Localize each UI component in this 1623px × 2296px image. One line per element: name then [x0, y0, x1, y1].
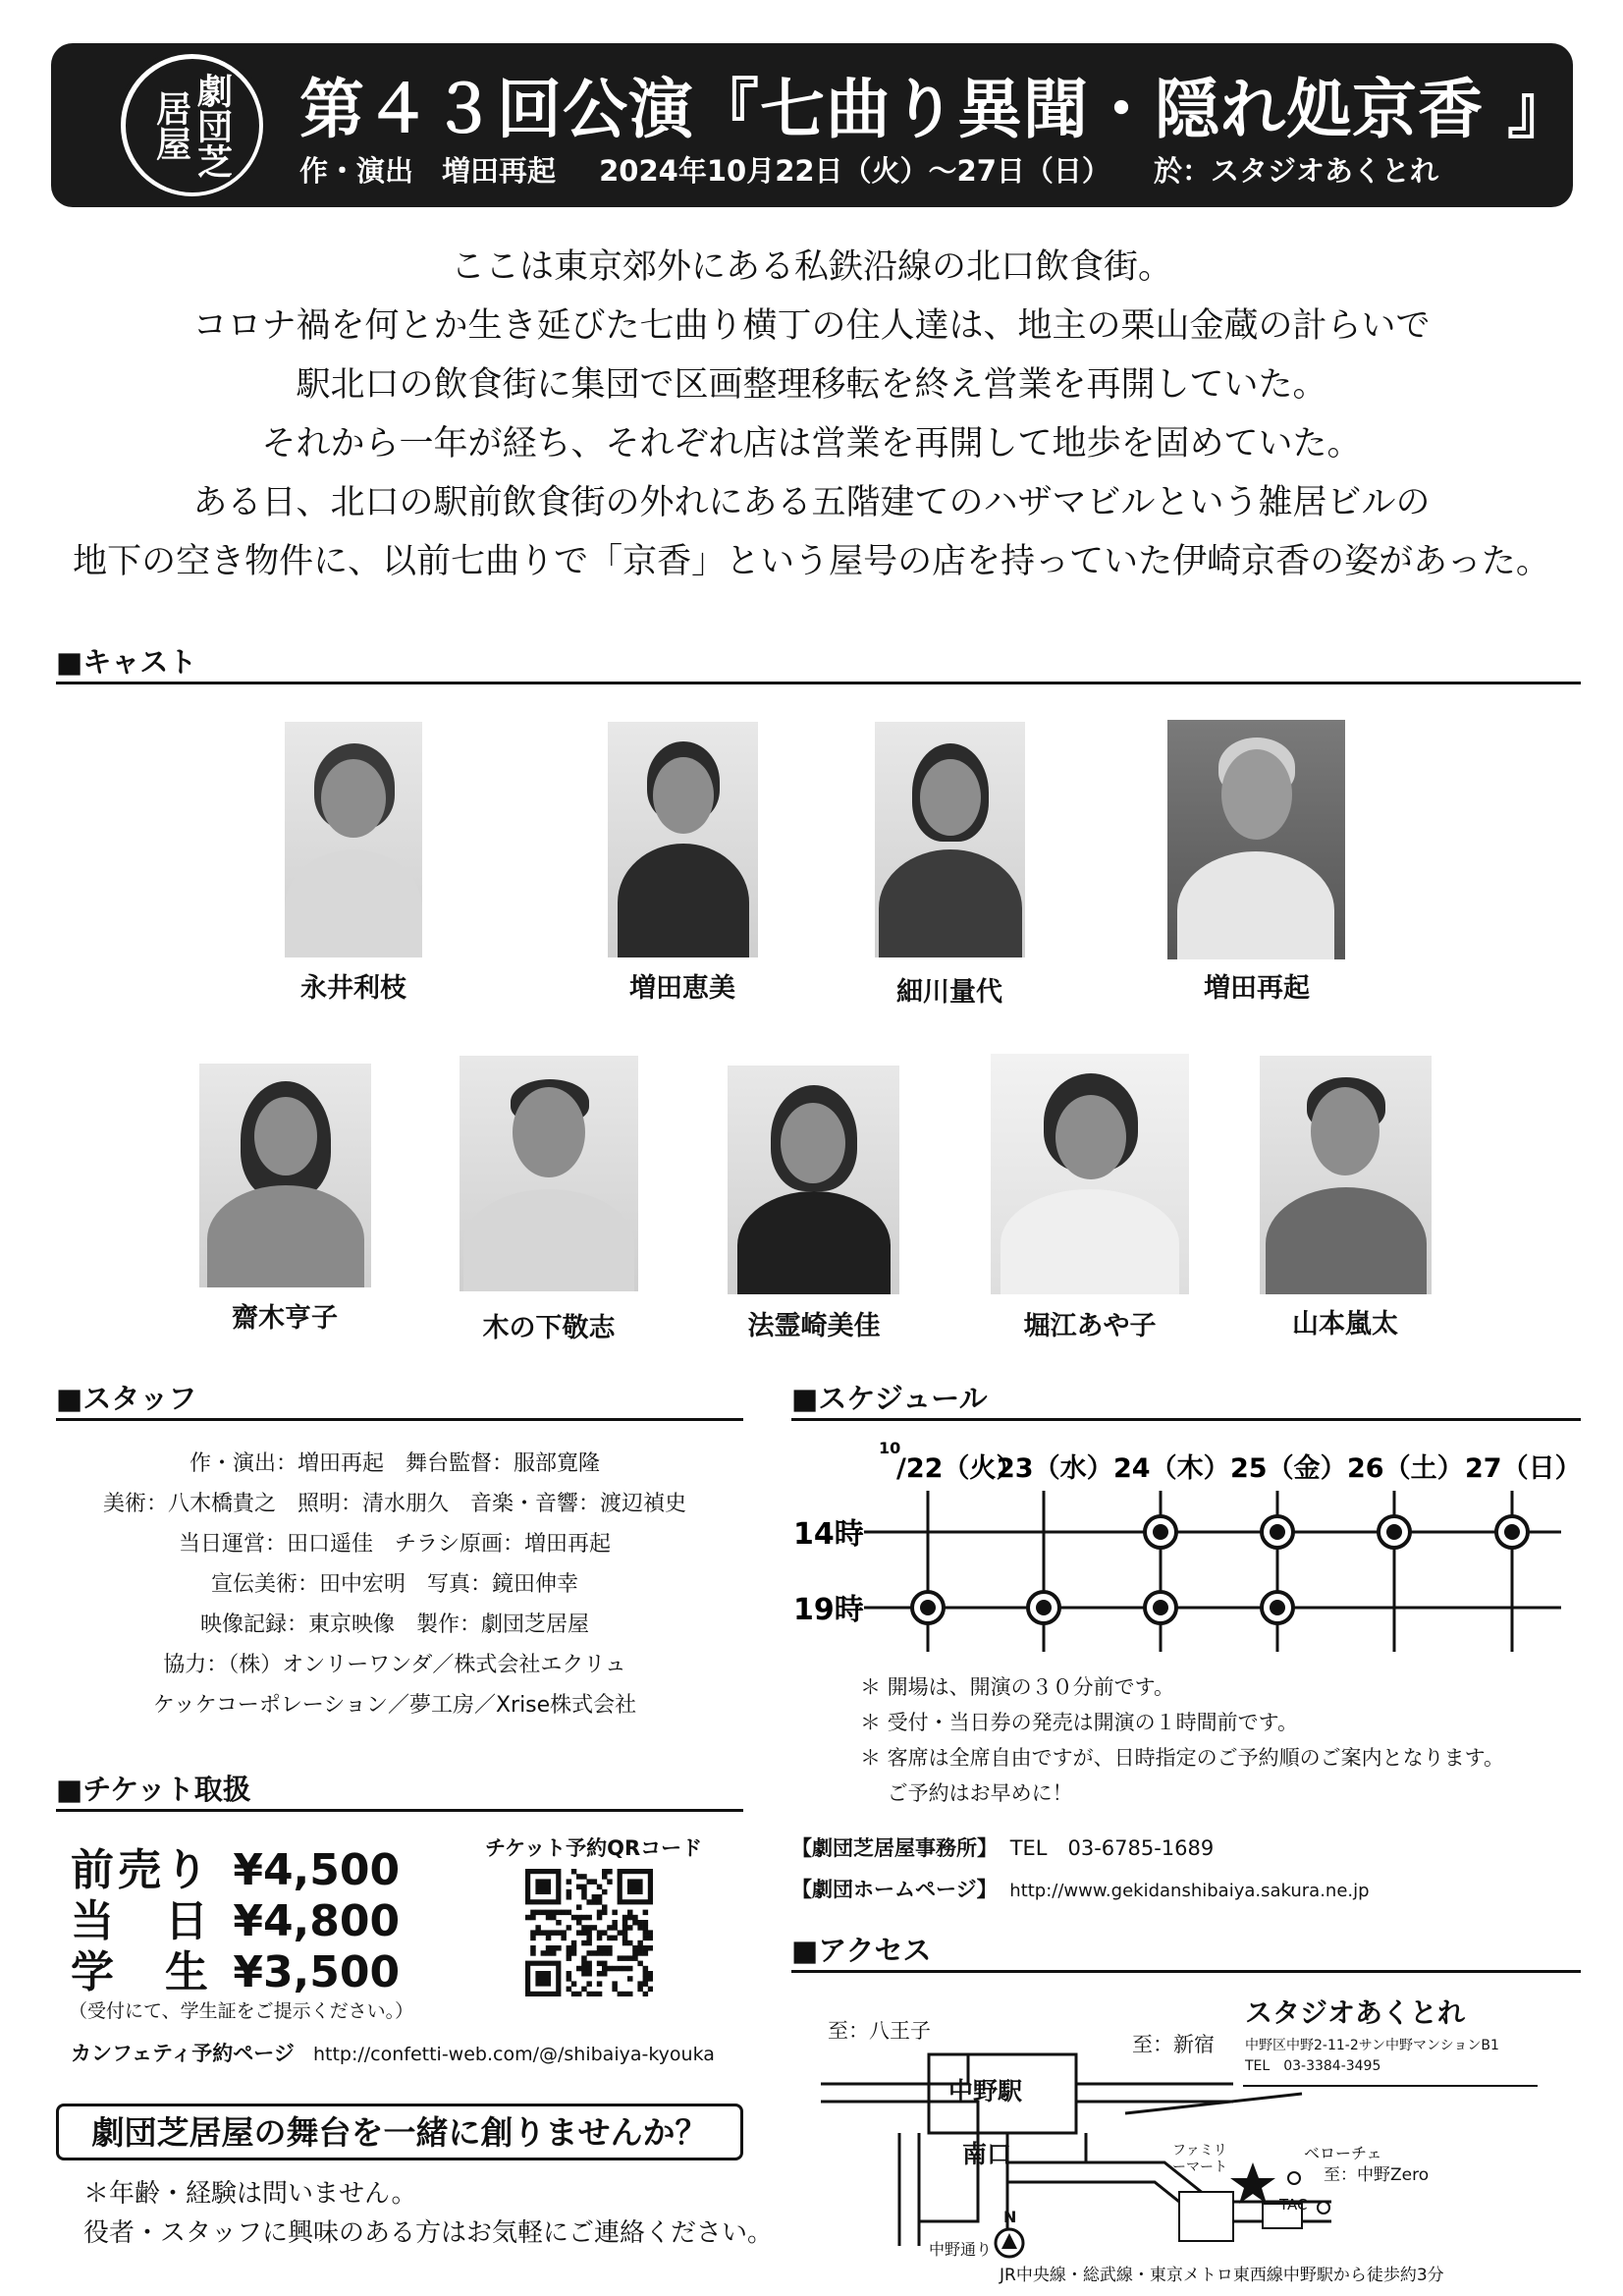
ticket-qr-code[interactable]	[525, 1869, 653, 1996]
logo-text: 劇団芝居屋	[126, 59, 259, 192]
map-label-shinjuku: 至：新宿	[1132, 2033, 1215, 2056]
map-label-familymart: ファミリーマート	[1172, 2143, 1227, 2175]
map-label-station: 中野駅	[948, 2077, 1023, 2105]
price-student	[71, 1937, 400, 1999]
cast-name: 木の下敬志	[482, 1313, 616, 1343]
price-label: 当 日	[71, 1896, 212, 1946]
schedule-note: ＊ 開場は、開演の３０分前です。	[860, 1675, 1174, 1699]
access-rule	[791, 1970, 1581, 1973]
synopsis-line: ここは東京郊外にある私鉄沿線の北口飲食街。	[450, 247, 1172, 287]
schedule-time-label: 19時	[793, 1593, 864, 1627]
cast-name: 齋木亨子	[232, 1303, 338, 1334]
staff-line: ケッケコーポレーション／夢工房／Xrise株式会社	[152, 1693, 637, 1718]
performance-title: 第４３回公演『七曲り異聞・隠れ処京香 』	[299, 72, 1573, 147]
schedule-day-label: 26（土）	[1347, 1453, 1464, 1484]
staff-line: 当日運営：田口遥佳 チラシ原画：増田再起	[178, 1532, 611, 1557]
cast-photo	[285, 722, 422, 957]
schedule-day-label: 25（金）	[1230, 1453, 1347, 1484]
map-label-tac: TAC	[1279, 2196, 1308, 2214]
schedule-day-label: 24（木）	[1113, 1453, 1230, 1484]
cast-photo	[1167, 720, 1345, 959]
map-label-belocche: ベローチェ	[1304, 2144, 1382, 2162]
synopsis-line: ある日、北口の駅前飲食街の外れにある五階建てのハザマビルという雑居ビルの	[192, 483, 1431, 522]
access-directions: JR中央線・総武線・東京メトロ東西線中野駅から徒歩約3分	[1000, 2266, 1444, 2285]
performance-mark-dot	[1153, 1524, 1168, 1540]
performance-subtitle	[299, 149, 1472, 190]
synopsis-line: コロナ禍を何とか生き延びた七曲り横丁の住人達は、地主の栗山金蔵の計らいで	[192, 306, 1431, 346]
cast-name: 堀江あや子	[1023, 1311, 1157, 1341]
qr-label: チケット予約QRコード	[485, 1836, 703, 1860]
venue: 於：スタジオあくとれ	[1154, 154, 1439, 188]
cast-photo	[875, 722, 1025, 957]
staff-rule	[56, 1418, 743, 1421]
cast-name: 山本嵐太	[1292, 1309, 1398, 1339]
ticket-rule	[56, 1809, 743, 1812]
synopsis-line: 駅北口の飲食街に集団で区画整理移転を終え営業を再開していた。	[296, 365, 1327, 405]
confetti-row	[71, 2038, 715, 2067]
staff-line: 協力：（株）オンリーワンダ／株式会社エクリュ	[163, 1653, 626, 1677]
cast-photo	[1260, 1056, 1432, 1294]
schedule-rule	[791, 1418, 1581, 1421]
confetti-link[interactable]: http://confetti-web.com/@/shibaiya-kyouka	[312, 2044, 715, 2065]
confetti-label: カンフェティ予約ページ	[71, 2042, 295, 2065]
synopsis	[0, 238, 1623, 591]
map-label-nakano-dori: 中野通り	[929, 2240, 993, 2259]
price-value: ¥4,800	[233, 1896, 401, 1946]
schedule-note: ご予約はお早めに！	[860, 1781, 1073, 1805]
cast-photo	[199, 1064, 371, 1287]
performance-mark-dot	[1386, 1524, 1402, 1540]
performance-mark-dot	[1270, 1524, 1285, 1540]
venue-tel: TEL 03-3384-3495	[1245, 2058, 1381, 2074]
schedule-day-label: /22（火）	[896, 1453, 1023, 1484]
cast-name: 細川量代	[896, 977, 1002, 1008]
schedule-month: 10	[879, 1439, 901, 1457]
homepage-link[interactable]: http://www.gekidanshibaiya.sakura.ne.jp	[1009, 1881, 1370, 1901]
schedule-time-label: 14時	[793, 1517, 864, 1552]
schedule-grid	[776, 1434, 1591, 1660]
schedule-note: ＊ 客席は全席自由ですが、日時指定のご予約順のご案内となります。	[860, 1746, 1504, 1770]
price-label: 学 生	[71, 1947, 212, 1997]
cast-name: 増田恵美	[629, 973, 735, 1004]
cast-photo	[608, 722, 758, 957]
cast-heading: ■キャスト	[56, 645, 197, 679]
office-tel: TEL 03-6785-1689	[1009, 1836, 1215, 1860]
office-contact	[791, 1832, 1214, 1862]
performance-mark-dot	[1153, 1600, 1168, 1615]
price-label: 前売り	[71, 1845, 212, 1895]
venue-name: スタジオあくとれ	[1245, 1996, 1466, 2029]
map-label-south-exit: 南口	[962, 2140, 1012, 2168]
map-label-nakano-zero: 至：中野Zero	[1324, 2165, 1430, 2185]
ticket-heading: ■チケット取扱	[56, 1773, 251, 1806]
cast-name: 法霊崎美佳	[747, 1311, 881, 1341]
cast-name: 増田再起	[1204, 973, 1310, 1004]
recruit-line: 役者・スタッフに興味のある方はお気軽にご連絡ください。	[83, 2218, 774, 2248]
performance-mark-dot	[1270, 1600, 1285, 1615]
cast-photo	[460, 1056, 638, 1291]
staff-line: 美術：八木橋貴之 照明：清水朋久 音楽・音響：渡辺禎史	[102, 1492, 686, 1516]
homepage-label: 【劇団ホームページ】	[791, 1878, 998, 1901]
recruit-title: 劇団芝居屋の舞台を一緒に創りませんか？	[91, 2113, 708, 2152]
recruit-text	[83, 2174, 773, 2253]
staff-line: 映像記録：東京映像 製作：劇団芝居屋	[199, 1613, 589, 1637]
schedule-heading: ■スケジュール	[791, 1382, 988, 1415]
venue-address: 中野区中野2-11-2サン中野マンションB1	[1245, 2038, 1499, 2053]
schedule-day-label: 27（日）	[1465, 1453, 1582, 1484]
schedule-day-label: 23（水）	[997, 1453, 1113, 1484]
student-note: （受付にて、学生証をご提示ください。）	[69, 2000, 414, 2022]
recruit-line: ＊年齢・経験は問いません。	[83, 2179, 417, 2209]
performance-mark-dot	[920, 1600, 936, 1615]
performance-dates: 2024年10月22日（火）～27日（日）	[599, 154, 1110, 188]
performance-mark-dot	[1036, 1600, 1052, 1615]
synopsis-line: 地下の空き物件に、以前七曲りで「京香」という屋号の店を持っていた伊崎京香の姿があった。	[73, 542, 1550, 581]
troupe-logo	[116, 49, 268, 201]
synopsis-line: それから一年が経ち、それぞれ店は営業を再開して地歩を固めていた。	[261, 424, 1362, 464]
price-value: ¥4,500	[233, 1845, 401, 1895]
map-label-hachioji: 至：八王子	[828, 2019, 931, 2043]
staff-line: 作・演出：増田再起 舞台監督：服部寛隆	[189, 1451, 600, 1476]
cast-photo	[991, 1054, 1189, 1294]
staff-heading: ■スタッフ	[56, 1382, 197, 1415]
performance-mark-dot	[1504, 1524, 1520, 1540]
staff-line: 宣伝美術：田中宏明 写真：鏡田伸幸	[210, 1572, 578, 1597]
access-heading: ■アクセス	[791, 1934, 932, 1967]
cast-name: 永井利枝	[300, 973, 406, 1004]
map-label-north: N	[1003, 2208, 1017, 2226]
staff-list	[51, 1444, 738, 1725]
homepage-row	[791, 1874, 1370, 1903]
cast-rule	[56, 682, 1581, 684]
price-value: ¥3,500	[233, 1947, 401, 1997]
credit: 作・演出 増田再起	[299, 154, 557, 188]
schedule-notes	[860, 1669, 1504, 1811]
office-label: 【劇団芝居屋事務所】	[791, 1836, 998, 1860]
cast-photo	[728, 1066, 899, 1294]
schedule-note: ＊ 受付・当日券の発売は開演の１時間前です。	[860, 1711, 1298, 1734]
